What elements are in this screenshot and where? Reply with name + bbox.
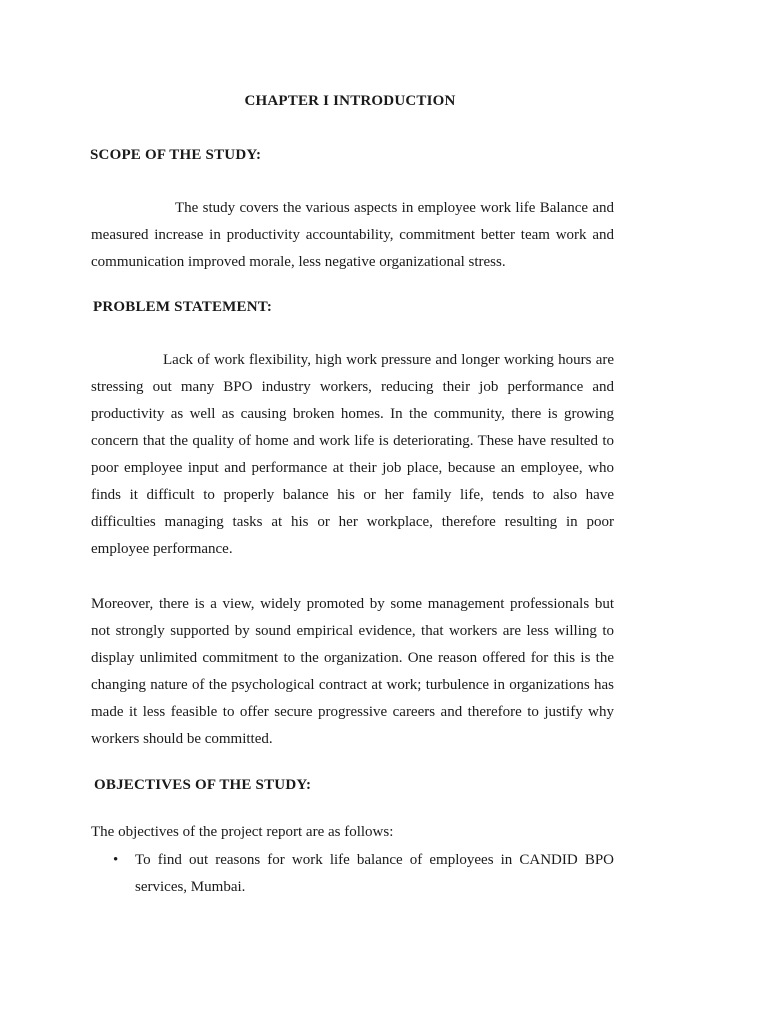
objectives-list	[91, 847, 614, 901]
problem-heading: PROBLEM STATEMENT:	[93, 299, 273, 315]
objectives-intro: The objectives of the project report are as follows:	[91, 824, 394, 840]
problem-paragraph-1: Lack of work flexibility, high work pressure and longer working hours are stressing out many BPO industry workers, reducing their job performance and productivity as well as causing broken homes. In the community, there is growing concern that the quality of home and work life is deteriorating. These have resulted to poor employee input and performance at their job place, because an employee, who finds it difficult to properly balance his or her family life, tends to also have difficulties managing tasks at his or her workplace, therefore resulting in poor employee performance.	[91, 352, 614, 557]
chapter-title-text: CHAPTER I INTRODUCTION	[244, 93, 456, 109]
problem-paragraph-2: Moreover, there is a view, widely promoted by some management professionals but not strongly supported by sound empirical evidence, that workers are less willing to display unlimited commitment to the organization. One reason offered for this is the changing nature of the psychological contract at work; turbulence in organizations has made it less feasible to offer secure progressive careers and therefore to justify why workers should be committed.	[91, 596, 614, 747]
bullet-icon: •	[113, 852, 119, 868]
scope-heading: SCOPE OF THE STUDY:	[90, 147, 262, 163]
chapter-title	[0, 93, 700, 110]
scope-paragraph: The study covers the various aspects in employee work life Balance and measured increase in productivity accountability, commitment better team work and communication improved morale, less negative organizational stress.	[91, 200, 614, 270]
objectives-heading: OBJECTIVES OF THE STUDY:	[94, 777, 312, 793]
objective-text: To find out reasons for work life balance of employees in CANDID BPO services, Mumbai.	[135, 852, 614, 895]
list-item	[91, 847, 614, 901]
